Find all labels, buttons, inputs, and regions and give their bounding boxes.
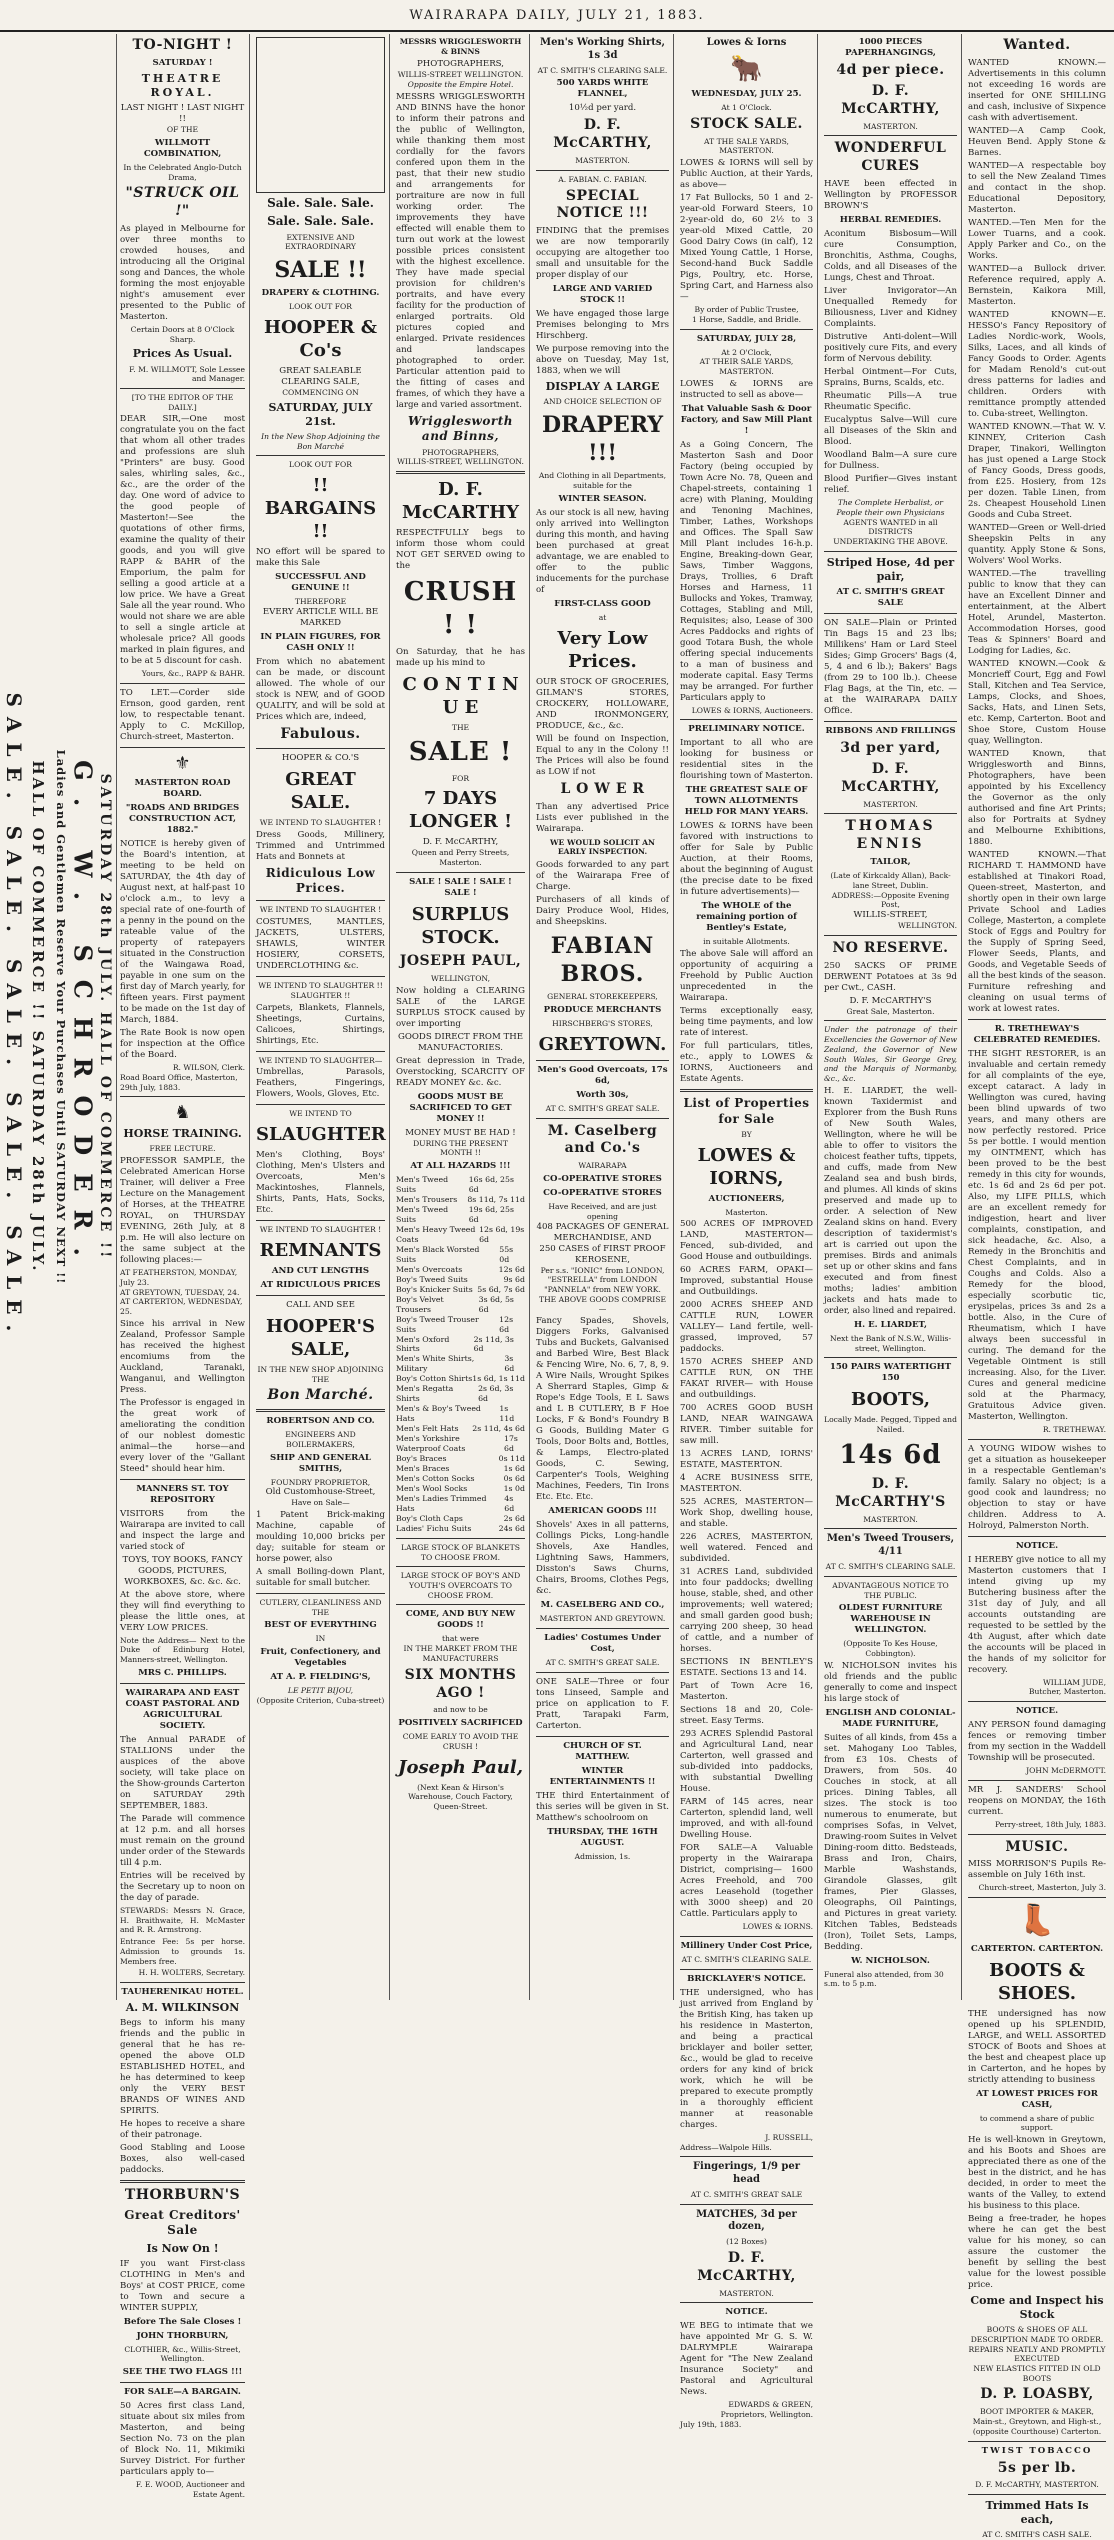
price-list-row (396, 1205, 525, 1225)
price-list-item: Men's Heavy Tweed Coats (396, 1224, 476, 1244)
price-list-item: Men's Overcoats (396, 1264, 463, 1274)
column-2: Sale. Sale. Sale. Sale. Sale. Sale. EXTENSIVE AND EXTRAORDINARY SALE !! DRAPERY & CLOTHING. LOOK OUT FOR HOOPER & Co's GREAT SALEABLE CLEARING SALE, COMMENCING ON SATURDAY, JULY 21st. In the New Shop Adjoining the Bon Marché LOOK OUT FOR !! BARGAINS !! NO effort will be spared to make this Sale SUCCESSFUL AND GENUINE !! THEREFORE EVERY ARTICLE WILL BE MARKED IN PLAIN FIGURES, FOR CASH ONLY !! From which no abatement can be made, or discount allowed. The whole of our stock is NEW, and of GOOD QUALITY, and will be sold at Prices which are, indeed, Fabulous. HOOPER & CO.'S GREAT SALE. WE INTEND TO SLAUGHTER ! Dress Goods, Millinery, Trimmed and Untrimmed Hats and Bonnets at Ridiculous Low Prices. WE INTEND TO SLAUGHTER ! COSTUMES, MANTLES, JACKETS, ULSTERS, SHAWLS, WINTER HOSIERY, CORSETS, UNDERCLOTHING &c. WE INTEND TO SLAUGHTER !! SLAUGHTER !! Carpets, Blankets, Flannels, Sheetings, Curtains, Calicoes, Shirtings, Shirtings, Etc. WE INTEND TO SLAUGHTER— Umbrellas, Parasols, Feathers, Fingerings, Flowers, Wools, Gloves, Etc. WE INTEND TO SLAUGHTER Men's Clothing, Boys' Clothing, Men's Ulsters and Overcoats, Men's Mackintoshes, Flannels, Shirts, Pants, Hats, Socks, Etc. WE INTEND TO SLAUGHTER ! REMNANTS AND CUT LENGTHS AT RIDICULOUS PRICES CALL AND SEE HOOPER'S SALE, IN THE NEW SHOP ADJOINING THE Bon Marché. ROBERTSON AND CO. ENGINEERS AND BOILERMAKERS, SHIP AND GENERAL SMITHS, FOUNDRY PROPRIETOR, Old Customhouse-Street, Have on Sale— 1 Patent Brick-making Machine, capable of moulding 10,000 bricks per day; suitable for steam or horse power, also A small Boiling-down Plant, suitable for small butcher. CUTLERY, CLEANLINESS AND THE BEST OF EVERYTHING IN Fruit, Confectionery, and Vegetables AT A. P. FIELDING'S, LE PETIT BIJOU, (Opposite Criterion, Cuba-street) (252, 34, 390, 2000)
price-list-row (396, 1524, 525, 1534)
vertical-banner-hall: HALL OF COMMERCE !! SATURDAY 28th JULY. (29, 760, 47, 1274)
price-list-row (396, 1354, 525, 1374)
price-list-item: Men's Braces (396, 1464, 450, 1474)
column-7: Wanted. WANTED KNOWN.—Advertisements in this column not exceeding 16 words are inserted for ONE SHILLING and cash, inclusive of Sixpence cash with advertisement. WANTED—A Camp Cook, Heuven Bend. Apply Stone & Barnes. WANTED—A respectable boy to sell the New Zealand Times and contact in the shop. Educational Depository, Masterton. WANTED.—Ten Men for the Lower Tuarns, and a cook. Apply Parker and Co., on the Works. WANTED—a Bullock driver. Reference required, apply A. Bernstein, Kaikora Mill, Masterton. WANTED KNOWN—E. HESSO's Fancy Repository of Ladies Nordic-work, Wools, Silks, Laces, and all kinds of Fancy Goods to Order. Agents for Madam Renold's cut-out dress patterns for ladies and children. Orders with remittance promptly attended to. Cuba-street, Wellington. WANTED KNOWN.—That W. V. KINNEY, Criterion Cash Draper, Tinakori, Wellington has just opened a Large Stock of Fancy Goods, Dress goods, from £25. Hosiery, from 12s per dozen. Table Linen, from 2s. Cheapest Household Linen Goods and Cuba Street. WANTED—Green or Well-dried Sheepskin Pelts in any quantity. Apply Stone & Sons, Wolvers' Wool Works. WANTED.—The travelling public to know that they can have an Excellent Dinner and entertainment, at the Albert Hotel, Arundel, Masterton. Accommodation Horses, good Teas & Spinners' Board and Lodging for Ladies, &c. WANTED KNOWN.—Cook & Moncrieff Court, Egg and Fowl Stall, Kitchen and Tea Service, Lamps, Clocks, and Shoes, Sacks, Hats, and Linen Sets, etc. Kemp, Carterton. Boot and Shoe Store, Custom House quay, Wellington. WANTED Known, that Wrigglesworth and Binns, Photographers, have been appointed by his Excellency the Governor as the only authorised and fine Art Prints; also for Portraits at Sydney and Melbourne Exhibitions, 1880. WANTED KNOWN.—That RICHARD T. HAMMOND have established at Tinakori Road, Queen-street, Masterton, and shortly open in their own large Private School and Ladies College, Masterton, a complete Stock of Eggs and Poultry for the Supply of Spring Seed, Flower Seeds, Plants, and Goods, and Vegetable Seeds of all the best kinds of the season. Furniture refreshing and cleaning on usual terms of work at lowest rates. R. TRETHEWAY'S CELEBRATED REMEDIES. THE SIGHT RESTORER, is an invaluable and certain remedy for all complaints of the eye, except cataract. A lady in Wellington was cured, having been blind upwards of two years, and many others are now perfectly restored. Price 5s per bottle. I would mention my OINTMENT, which has been proved to be the best remedy in this city for wounds, etc. 1s 6d and 2s 6d per pot. Also, my LIFE PILLS, which are an excellent remedy for indigestion, heart and liver complaints, constipation, and sick headache, &c. Also, a Remedy in the Bronchitis and Chest Complaints, and in Coughs and Colds. Also a Remedy for the blood, especially scorbutic tic, erysipelas, prices 3s and 2s a bottle. Also, in the Cure of Rheumatism, which I have always been successful in curing. The demand for the Vegetable Ointment is still increasing. Also, for the Liver. Cures and general medicine sold at the Pharmacy, Gratuitous Advice given. Masterton, Wellington. R. TRETHEWAY. A YOUNG WIDOW wishes to get a situation as housekeeper in a respectable Gentleman's family. Salary no object; is a good cook and laundress; no objection to stay or have children. Address to A. Holroyd, Palmerston North. NOTICE. I HEREBY give notice to all my Masterton customers that I intend giving up my Butchering business after the 31st day of July, and all accounts outstanding are requested to be settled by the 4th August, after which date the accounts will be placed in the hands of my solicitor for recovery. WILLIAM JUDE, Butcher, Masterton. NOTICE. ANY PERSON found damaging fences or removing timber from my section in the Waddell Township will be prosecuted. JOHN McDERMOTT. MR J. SANDERS' School reopens on MONDAY, the 16th current. Perry-street, 18th July, 1883. MUSIC. MISS MORRISON'S Pupils Re-assemble on July 16th inst. Church-street, Masterton, July 3. 👢 CARTERTON. CARTERTON. BOOTS & SHOES. THE undersigned has now opened up his SPLENDID, LARGE, and WELL ASSORTED STOCK of Boots and Shoes at the best and cheapest place up in Carterton, and he hopes by strictly attending to business AT LOWEST PRICES FOR CASH, to commend a share of public support. He is well-known in Greytown, and his Boots and Shoes are appreciated there as one of the best in the district, and he has decided, in order to meet the wants of the Valley, to extend his business to this place. Being a free-trader, he hopes where he can get the best value for his money, so can assure the customer the benefit by selling the best value for the lowest possible price. Come and Inspect his Stock BOOTS & SHOES OF ALL DESCRIPTION MADE TO ORDER. REPAIRS NEATLY AND PROMPTLY EXECUTED NEW ELASTICS FITTED IN OLD BOOTS D. P. LOASBY, BOOT IMPORTER & MAKER, Main-st., Greytown, and High-st., (opposite Courthouse) Carterton. TWIST TOBACCO 5s per lb. D. F. McCARTHY, MASTERTON. Trimmed Hats Is each, AT C. SMITH'S CASH SALE. (968, 37, 1106, 2540)
column-5: Lowes & Iorns 🐂 WEDNESDAY, JULY 25. At 1 O'Clock. STOCK SALE. AT THE SALE YARDS, MASTERTON. LOWES & IORNS will sell by Public Auction, at their Yards, as above— 17 Fat Bullocks, 50 1 and 2-year-old Forward Steers, 10 2-year-old do, 60 2½ to 3 year-old Mixed Cattle, 20 Good Dairy Cows (in calf), 12 Mixed Young Cattle, 1 Horse, Second-hand Buck Saddle Pigs, Poultry, etc. Horse, Spring Cart, and Harness also— By order of Public Trustee, 1 Horse, Saddle, and Bridle. SATURDAY, JULY 28, At 2 O'Clock, AT THEIR SALE YARDS, MASTERTON. LOWES & IORNS are instructed to sell as above— That Valuable Sash & Door Factory, and Saw Mill Plant ! As a Going Concern, The Masterton Sash and Door Factory (being occupied by Town Acre No. 78, Queen and Chapel-streets, containing 1 acre) with Planing, Moulding and Tenoning Machines, Timber, Lathes, Workshops and Offices. The Spall Saw Mill Plant includes 16-h.p. Engine, Breaking-down Gear, Saws, Timber Waggons, Drays, Trollies, 6 Draft Horses and Harness, 11 Bullocks and Yokes, Tramway, Cottages, Stabling and Mill, Requisites; also, Lease of 300 Acres Paddocks and rights of good Totara Bush, the whole offering special inducements to a man of business and moderate capital. Easy Terms may be arranged. For further Particulars apply to LOWES & IORNS, Auctioneers. PRELIMINARY NOTICE. Important to all who are looking for business or residential sites in the flourishing town of Masterton. THE GREATEST SALE OF TOWN ALLOTMENTS HELD FOR MANY YEARS. LOWES & IORNS have been favored with instructions to offer for Sale by Public Auction, at their Rooms, about the beginning of August (the precise date to be fixed in future advertisements)— The WHOLE of the remaining portion of Bentley's Estate, in suitable Allotments. The above Sale will afford an opportunity of acquiring a Freehold by Public Auction unprecedented in the Wairarapa. Terms exceptionally easy, being time payments, and low rate of interest. For full particulars, titles, etc., apply to LOWES & IORNS, Auctioneers and Estate Agents. List of Properties for Sale BY LOWES & IORNS, AUCTIONEERS, Masterton. 500 ACRES OF IMPROVED LAND, MASTERTON— Fenced, sub-divided, and Good House and outbuildings. 60 ACRES FARM, OPAKI— Improved, substantial House and Outbuildings. 2000 ACRES SHEEP AND CATTLE RUN, LOWER VALLEY— Land fertile, well-grassed, improved, 57 paddocks. 1570 ACRES SHEEP AND CATTLE RUN, ON THE FAKAT RIVER— with House and outbuildings. 700 ACRES GOOD BUSH LAND, NEAR WAINGAWA RIVER. Timber suitable for saw mill. 13 ACRES LAND, IORNS' ESTATE, MASTERTON. 4 ACRE BUSINESS SITE, MASTERTON. 525 ACRES, MASTERTON— Work Shop, dwelling house, and stable. 226 ACRES, MASTERTON, well watered. Fenced and subdivided. 31 ACRES Land, subdivided into four paddocks; dwelling house, stable, shed, and other improvements; well watered; and small garden good bush; carrying 200 sheep, 30 head of cattle, and a number of horses. SECTIONS IN BENTLEY'S ESTATE. Sections 13 and 14. Part of Town Acre 16, Masterton. Sections 18 and 20, Cole-street. Easy Terms. 293 ACRES Splendid Pastoral and Agricultural Land, near Carterton, well grassed and sub-divided into paddocks, with substantial Dwelling House. FARM of 145 acres, near Carterton, splendid land, well improved, and with all-found Dwelling House. FOR SALE—A Valuable property in the Wairarapa District, comprising— 1600 Acres Freehold, and 700 acres Leasehold (together with 3000 sheep) and 20 Cattle. Particulars apply to LOWES & IORNS. Millinery Under Cost Price, AT C. SMITH'S CLEARING SALE. BRICKLAYER'S NOTICE. THE undersigned, who has just arrived from England by the British King, has taken up his residence in Masterton, and being a practical bricklayer and boiler setter, &c., would be glad to receive orders for any kind of brick work, which he will be prepared to execute promptly in a thoroughly efficient manner at reasonable charges. J. RUSSELL, Address—Walpole Hills. Fingerings, 1/9 per head AT C. SMITH'S GREAT SALE MATCHES, 3d per dozen, (12 Boxes) D. F. McCARTHY, MASTERTON. NOTICE. WE BEG to intimate that we have appointed Mr G. S. W. DALRYMPLE Wairarapa Agent for "The New Zealand Insurance Society" and Pastoral and Agricultural News. EDWARDS & GREEN, Proprietors, Wellington. July 19th, 1883. (676, 34, 818, 2000)
price-list-row (396, 1295, 525, 1315)
price-list-price: 2s 11d, 4s 6d (472, 1424, 525, 1434)
price-list-row (396, 1474, 525, 1484)
price-list-price: 2s 6d, 3s 6d (478, 1384, 514, 1404)
price-list-item: Ladies' Fichu Suits (396, 1523, 472, 1533)
price-list-price: 17s 6d (504, 1434, 518, 1454)
price-list-price: 8s 11d, 7s 11d (467, 1194, 525, 1204)
price-list-item: Boy's Braces (396, 1454, 447, 1464)
price-list-price: 9s 6d (503, 1274, 525, 1284)
price-list-price: 0s 6d (503, 1474, 525, 1484)
price-list-item: Men's Trousers (396, 1194, 458, 1204)
boot-icon: 👢 (1018, 1903, 1056, 1939)
price-list-row (396, 1484, 525, 1494)
price-list (396, 1175, 525, 1534)
price-list-item: Men's Cotton Socks (396, 1474, 475, 1484)
price-list-item: Boy's Tweed Suits (396, 1274, 468, 1284)
price-list-item: Boy's Cotton Shirts (396, 1374, 473, 1384)
price-list-item: Men's Ladies Trimmed Hats (396, 1494, 487, 1513)
price-list-row (396, 1175, 525, 1195)
price-list-row (396, 1384, 525, 1404)
price-list-row (396, 1335, 525, 1355)
price-list-price: 1s 11d (499, 1404, 515, 1424)
price-list-item: Men's Black Worsted Suits (396, 1244, 480, 1264)
price-list-row (396, 1374, 525, 1384)
price-list-row (396, 1265, 525, 1275)
price-list-row (396, 1494, 525, 1514)
price-list-item: Men's Regatta Shirts (396, 1384, 454, 1404)
price-list-row (396, 1454, 525, 1464)
price-list-row (396, 1275, 525, 1285)
price-list-row (396, 1285, 525, 1295)
price-list-item: Men's Tweed Suits (396, 1204, 449, 1224)
price-list-item: Men's Oxford Shirts (396, 1334, 450, 1354)
price-list-item: Men's Yorkshire Waterproof Coats (396, 1434, 466, 1454)
price-list-row (396, 1404, 525, 1424)
price-list-price: 3s 6d (504, 1354, 515, 1374)
column-6: 1000 PIECES PAPERHANGINGS, 4d per piece. D. F. McCARTHY, MASTERTON. WONDERFUL CURES HAVE been effected in Wellington by PROFESSOR BROWN'S HERBAL REMEDIES. Aconitum Bisbosum—Will cure Consumption, Bronchitis, Asthma, Coughs, Colds, and all Diseases of the Lungs, Chest and Throat. Liver Invigorator—An Unequalled Remedy for Biliousness, Liver and Kidney Complaints. Distrutive Anti-dolent—Will positively cure Fits, and every form of Nervous debility. Herbal Ointment—For Cuts, Sprains, Burns, Scalds, etc. Rheumatic Pills—A true Rheumatic Specific. Eucalyptus Salve—Will cure all Diseases of the Skin and Blood. Woodland Balm—A sure cure for Dullness. Blood Purifier—Gives instant relief. The Complete Herbalist, or People their own Physicians AGENTS WANTED in all DISTRICTS UNDERTAKING THE ABOVE. Striped Hose, 4d per pair, AT C. SMITH'S GREAT SALE ON SALE—Plain or Printed Tin Bags 15 and 23 lbs; Millikens' Ham or Lard Steel Sides; Gimp Grocers' Bags (4, 5, 4 and 6 lb.); Bakers' Bags (from 29 to 100 lb.). Cheese Flag Bags, at the Tin, etc. — at the WAIRARAPA DAILY Office. RIBBONS AND FRILLINGS 3d per yard, D. F. McCARTHY, MASTERTON. THOMAS ENNIS TAILOR, (Late of Kirkcaldy Allan), Back-lane Street, Dublin. ADDRESS:—Opposite Evening Post, WILLIS-STREET, WELLINGTON. NO RESERVE. 250 SACKS OF PRIME DERWENT Potatoes at 3s 9d per Cwt., CASH. D. F. McCARTHY'S Great Sale, Masterton. Under the patronage of their Excellencies the Governor of New Zealand, the Governor of New South Wales, Sir George Grey, and the Marquis of Normanby, &c., &c. H. E. LIARDET, the well-known Taxidermist and Explorer from the Bush Runs of New South Wales, Wellington, where he will be able to offer to visitors the choicest feather tufts, tippets, and cuffs, made from New Zealand sea and bush birds, and plumes. All kinds of skins preserved and made up to order. A selection of New Zealand skins on hand. Every description of taxidermist's art is carried out upon the premises. Birds and animals set up or other skins and fans executed and from finest moths; ladies' ambition jackets and hats made to order, also lined and repaired. H. E. LIARDET, Next the Bank of N.S.W., Willis-street, Wellington. 150 PAIRS WATERTIGHT 150 BOOTS, Locally Made. Pegged, Tipped and Nailed. 14s 6d D. F. McCARTHY'S MASTERTON. Men's Tweed Trousers, 4/11 AT C. SMITH'S CLEARING SALE. ADVANTAGEOUS NOTICE TO THE PUBLIC. OLDEST FURNITURE WAREHOUSE IN WELLINGTON. (Opposite To Kes House, Cobbington). W. NICHOLSON invites his old friends and the public generally to come and inspect his large stock of ENGLISH AND COLONIAL-MADE FURNITURE, Suites of all kinds, from 45s a set. Mahogany Loo Tables, from £3 10s. Chests of Drawers, from 50s. 40 Couches in stock, at all prices. Dining Tables, all sizes. The stock is too numerous to enumerate, but comprises Sofas, in Velvet, Drawing-room Suites in Velvet Dining-room ditto. Bedsteads, Brass and Iron, Chairs, Marble Washstands, Girandole Glasses, gilt frames, Pier Glasses, Oleographs, Oil Paintings, and Pictures in great variety. Kitchen Tables, Bedsteads (Iron), Toilet Sets, Lamps, Bedding. W. NICHOLSON. Funeral also attended, from 30 s.m. to 5 p.m. (820, 34, 962, 2000)
price-list-item: Men's Tweed Suits (396, 1175, 449, 1194)
price-list-row (396, 1434, 525, 1454)
price-list-price: 5s 6d, 7s 6d (477, 1284, 525, 1294)
price-list-item: Men's Felt Hats (396, 1424, 459, 1434)
vertical-banner-hall-2: SATURDAY 28th JULY. HALL OF COMMERCE !! (94, 34, 117, 2000)
price-list-price: 1s 6d (503, 1464, 525, 1474)
price-list-row (396, 1464, 525, 1474)
price-list-price: 2s 6d (503, 1513, 525, 1523)
price-list-item: Men's White Shirts, Military (396, 1354, 475, 1374)
vertical-banner-ladies: Ladies and Gentlemen Reserve Your Purchases Until SATURDAY NEXT !! (54, 749, 68, 1285)
price-list-row (396, 1514, 525, 1524)
crest-icon: ⚜ (174, 753, 191, 775)
price-list-price: 1s 0d (503, 1484, 525, 1494)
price-list-price: 19s 6d, 25s 6d (468, 1204, 514, 1224)
price-list-price: 24s 6d (498, 1523, 525, 1533)
price-list-row (396, 1195, 525, 1205)
price-list-item: Boy's Tweed Trouser Suits (396, 1314, 479, 1334)
column-1: TO-NIGHT ! SATURDAY ! THEATRE ROYAL. LAST NIGHT ! LAST NIGHT !! OF THE WILLMOTT COMBINATION, In the Celebrated Anglo-Dutch Drama, "STRUCK OIL !" As played in Melbourne for over three months to crowded houses, and introducing all the Original song and Dances, the whole forming the most enjoyable night's amusement ever presented to the Public of Masterton. Certain Doors at 8 O'Clock Sharp. Prices As Usual. F. M. WILLMOTT, Sole Lessee and Manager. [TO THE EDITOR OF THE DAILY.] DEAR SIR,—One most congratulate you on the fact that whom all other trades and professions are sluh "Printers" are busy. Good sales, whirling sales, &c., &c., are the order of the day. One word of advice to the good people of Masterton!—See the quotations of other firms, examine the quality of their goods, and you will give RAPP & BAHR of the Emporium, the palm for selling a good article at a low price. We have a Great Sale all the year round. Who would not share we are able to sell a single article at wholesale price? All goods marked in plain figures, and to be at 5 discount for cash. Yours, &c., RAPP & BAHR. TO LET.—Corder side Ernson, good garden, rent low, to respectable tenant. Apply to C. McKillop, Church-street, Masterton. ⚜ MASTERTON ROAD BOARD. "ROADS AND BRIDGES CONSTRUCTION ACT, 1882." NOTICE is hereby given of the Board's intention, at meeting to be held on SATURDAY, the 4th day of August next, at half-past 10 o'clock a.m., to levy a special rate of one-fourth of a penny in the pound on the rateable value of the property of ratepayers situated in the Construction of the Waingawa Road, payable in one sum on the first day of March yearly, for fifteen years. First payment to be made on the 1st day of March, 1884. The Rate Book is now open for inspection at the Office of the Board. R. WILSON, Clerk. Road Board Office, Masterton, 29th July, 1883. ♞ HORSE TRAINING. FREE LECTURE. PROFESSOR SAMPLE, the Celebrated American Horse Trainer, will deliver a Free Lecture on the Management of Horses, at the THEATRE ROYAL, on THURSDAY EVENING, 26th July, at 8 p.m. He will also lecture on the same subject at the following places:— AT FEATHERSTON, MONDAY, July 23. AT GREYTOWN, TUESDAY, 24. AT CARTERTON, WEDNESDAY, 25. Since his arrival in New Zealand, Professor Sample has received the highest encomiums from the Auckland, Taranaki, Wanganui, and Wellington Press. The Professor is engaged in the great work of ameliorating the condition of our noblest domestic animal—the horse—and every lover of the "Gallant Steed" should hear him. MANNERS ST. TOY REPOSITORY VISITORS from the Wairarapa are invited to call and inspect the large and varied stock of TOYS, TOY BOOKS, FANCY GOODS, PICTURES, WORKBOXES, &c. &c. &c. At the above store, where they will find everything to please the little ones, at VERY LOW PRICES. Note the Address— Next to the Duke of Edinburg Hotel, Manners-street, Wellington. MRS C. PHILLIPS. WAIRARAPA AND EAST COAST PASTORAL AND AGRICULTURAL SOCIETY. The Annual PARADE of STALLIONS under the auspices of the above society, will take place on the Show-grounds Carterton on SATURDAY 29th SEPTEMBER, 1883. The Parade will commence at 12 p.m. and all horses must remain on the ground under order of the Stewards till 4 p.m. Entries will be received by the Secretary up to noon on the day of parade. STEWARDS: Messrs N. Grace, H. Braithwaite, H. McMaster and R. R. Armstrong. Entrance Fee: 5s per horse. Admission to grounds 1s. Members free. H. H. WOLTERS, Secretary. TAUHERENIKAU HOTEL. A. M. WILKINSON Begs to inform his many friends and the public in general that he has re-opened the above OLD ESTABLISHED HOTEL, and he has determined to keep only the VERY BEST BRANDS OF WINES AND SPIRITS. He hopes to receive a share of their patronage. Good Stabling and Loose Boxes, also well-cased paddocks. THORBURN'S Great Creditors' Sale Is Now On ! IF you want First-class CLOTHING in Men's and Boys' at COST PRICE, come to Town and secure a WINTER SUPPLY, Before The Sale Closes ! JOHN THORBURN, CLOTHIER, &c., Willis-Street, Wellington. SEE THE TWO FLAGS !!! FOR SALE—A BARGAIN. 50 Acres first class Land, situate about six miles from Masterton, and being Section No. 73 on the plan of Block No. 11, Mikimiki Survey District. For further particulars apply to— F. E. WOOD, Auctioneer and Estate Agent. (116, 34, 250, 2000)
livestock-icon: 🐂 (730, 53, 763, 84)
vertical-banner-schroder: G. W. SCHRODER. (68, 760, 98, 1274)
price-list-row (396, 1424, 525, 1434)
column-3: MESSRS WRIGGLESWORTH & BINNS PHOTOGRAPHERS, WILLIS-STREET WELLINGTON. Opposite the Empire Hotel. MESSRS WRIGGLESWORTH AND BINNS have the honor to inform their patrons and the public of Wellington, while thanking them most cordially for the favors confered upon them in the past, that their new studio and arrangements for portraiture are now in full working order. The improvements they have effected will enable them to turn out work at the lowest possible prices consistent with the highest excellence. They have made special provision for children's portraits, and have every facility for the production of enlarged portraits. Old pictures copied and enlarged. Private residences and landscapes photographed to order. Particular attention paid to the fitting of cases and frames, of which they have a large and varied assortment. Wrigglesworth and Binns, PHOTOGRAPHERS, WILLIS-STREET, WELLINGTON. D. F. McCARTHY RESPECTFULLY begs to inform those whom could NOT GET SERVED owing to the CRUSH ! ! On Saturday, that he has made up his mind to C O N T I N U E THE SALE ! FOR 7 DAYS LONGER ! D. F. McCARTHY, Queen and Perry Streets, Masterton. SALE ! SALE ! SALE ! SALE ! SURPLUS STOCK. JOSEPH PAUL, WELLINGTON, Now holding a CLEARING SALE of the LARGE SURPLUS STOCK caused by over importing GOODS DIRECT FROM THE MANUFACTORIES. Great depression in Trade, Overstocking, SCARCITY OF READY MONEY &c. &c. GOODS MUST BE SACRIFICED TO GET MONEY !! MONEY MUST BE HAD ! DURING THE PRESENT MONTH !! AT ALL HAZARDS !!! Men's Tweed Suits 16s 6d, 25s 6d Men's Trousers 8s 11d, 7s 11d Men's Tweed Suits 19s 6d, 25s 6d Men's Heavy Tweed Coats 12s 6d, 19s 6d Men's Black Worsted Suits 55s 0d Men's Overcoats 12s 6d Boy's Tweed Suits 9s 6d Boy's Knicker Suits 5s 6d, 7s 6d Boy's Velvet Trousers 3s 6d, 5s 6d Boy's Tweed Trouser Suits 12s 6d Men's Oxford Shirts 2s 11d, 3s 6d Men's White Shirts, Military 3s 6d Boy's Cotton Shirts 1s 6d, 1s 11d Men's Regatta Shirts 2s 6d, 3s 6d Men's & Boy's Tweed Hats 1s 11d Men's Felt Hats 2s 11d, 4s 6d Men's Yorkshire Waterproof Coats 17s 6d Boy's Braces 0s 11d Men's Braces 1s 6d Men's Cotton Socks 0s 6d Men's Wool Socks 1s 0d Men's Ladies Trimmed Hats 4s 6d Boy's Cloth Caps 2s 6d Ladies' Fichu Suits 24s 6d LARGE STOCK OF BLANKETS TO CHOOSE FROM. LARGE STOCK OF BOY'S AND YOUTH'S OVERCOATS TO CHOOSE FROM. COME, AND BUY NEW GOODS !! that were IN THE MARKET FROM THE MANUFACTURERS SIX MONTHS AGO ! and now to be POSITIVELY SACRIFICED COME EARLY TO AVOID THE CRUSH ! Joseph Paul, (Next Kean & Hirson's Warehouse, Couch Factory, Queen-Street. (392, 34, 530, 2000)
price-list-price: 2s 11d, 3s 6d (473, 1334, 514, 1354)
price-list-price: 4s 6d (504, 1494, 515, 1513)
price-list-price: 0s 11d (498, 1454, 525, 1464)
price-list-row (396, 1225, 525, 1245)
price-list-price: 55s 0d (499, 1244, 514, 1264)
price-list-item: Men's & Boy's Tweed Hats (396, 1404, 481, 1424)
price-list-item: Boy's Velvet Trousers (396, 1294, 444, 1314)
price-list-row (396, 1315, 525, 1335)
price-list-price: 1s 6d, 1s 11d (472, 1374, 525, 1384)
price-list-price: 3s 6d, 5s 6d (478, 1294, 514, 1314)
price-list-item: Boy's Knicker Suits (396, 1284, 473, 1294)
masthead-title: WAIRARAPA DAILY, JULY 21, 1883. (409, 7, 705, 23)
price-list-item: Boy's Cloth Caps (396, 1513, 463, 1523)
column-4: Men's Working Shirts, 1s 3d AT C. SMITH'S CLEARING SALE. 500 YARDS WHITE FLANNEL, 10½d per yard. D. F. McCARTHY, MASTERTON. A. FABIAN. C. FABIAN. SPECIAL NOTICE !!! FINDING that the premises we are now temporarily occupying are altogether too small and unsuitable for the proper display of our LARGE AND VARIED STOCK !! We have engaged those large Premises belonging to Mrs Hirschberg. We purpose removing into the above on Tuesday, May 1st, 1883, when we will DISPLAY A LARGE AND CHOICE SELECTION OF DRAPERY !!! And Clothing in all Departments, suitable for the WINTER SEASON. As our stock is all new, having only arrived into Wellington during this month, and having been purchased at great advantage, we are enabled to offer to the public inducements for the purchase of FIRST-CLASS GOOD at Very Low Prices. OUR STOCK OF GROCERIES, GILMAN'S STORES, CROCKERY, HOLLOWARE, AND IRONMONGERY, PRODUCE, &c., &c. Will be found on Inspection, Equal to any in the Colony !! The Prices will also be found as LOW if not L O W E R Than any advertised Price Lists ever published in the Wairarapa. WE WOULD SOLICIT AN EARLY INSPECTION. Goods forwarded to any part of the Wairarapa Free of Charge. Purchasers of all kinds of Dairy Produce Wool, Hides, and Sheepskins. FABIAN BROS. GENERAL STOREKEEPERS, PRODUCE MERCHANTS HIRSCHBERG'S STORES, GREYTOWN. Men's Good Overcoats, 17s 6d, Worth 30s, AT C. SMITH'S GREAT SALE. M. Caselberg and Co.'s WAIRARAPA CO-OPERATIVE STORES CO-OPERATIVE STORES Have Received, and are just opening 408 PACKAGES OF GENERAL MERCHANDISE, AND 250 CASES of FIRST PROOF KEROSENE, Per s.s. "IONIC" from LONDON, "ESTRELLA" from LONDON "PANNELA" from NEW YORK. THE ABOVE GOODS COMPRISE— Fancy Spades, Shovels, Diggers Forks, Galvanised Tubs and Buckets, Galvanised and Barbed Wire, Best Black & Fencing Wire, No. 6, 7, 8, 9. A Wire Nails, Wrought Spikes A Sherrard Staples, Gimp & Rope's Edge Tools, E L Saws and L B CUTLERY, B F Hoe Locks, F & Bond's Foundry B G Goods, Building Mater G Tools, Door Bolts and, Bottles, & Lamps, Electro-plated Goods, C. Sewing, Carpenter's Tools, Weighing Machines, Feeders, Tin Irons Etc. Etc. Etc. AMERICAN GOODS !!! Shovels' Axes in all patterns, Collings Picks, Long-handle Shovels, Axe Handles, Lightning Saws, Hammers, Disston's Saws Churns, Chairs, Brooms, Clothes Pegs, &c. M. CASELBERG AND CO., MASTERTON AND GREYTOWN. Ladies' Costumes Under Cost, AT C. SMITH'S GREAT SALE. ONE SALE—Three or four tons Linseed, Sample and price on application to F. Pratt, Tarapaki Farm, Carterton. CHURCH OF ST. MATTHEW. WINTER ENTERTAINMENTS !! THE third Entertainment of this series will be given in St. Matthew's schoolroom on THURSDAY, THE 16TH AUGUST. Admission, 1s. (532, 34, 674, 2000)
price-list-price: 12s 6d (498, 1264, 525, 1274)
vertical-banner-sale: SALE. SALE. SALE. SALE. SALE. (2, 692, 26, 1342)
price-list-row (396, 1245, 525, 1265)
price-list-price: 12s 6d, 19s 6d (479, 1224, 525, 1244)
masthead (0, 0, 1114, 32)
price-list-price: 16s 6d, 25s 6d (468, 1175, 514, 1194)
price-list-item: Men's Wool Socks (396, 1484, 468, 1494)
horse-icon: ♞ (174, 1102, 191, 1124)
price-list-price: 12s 6d (499, 1314, 514, 1334)
